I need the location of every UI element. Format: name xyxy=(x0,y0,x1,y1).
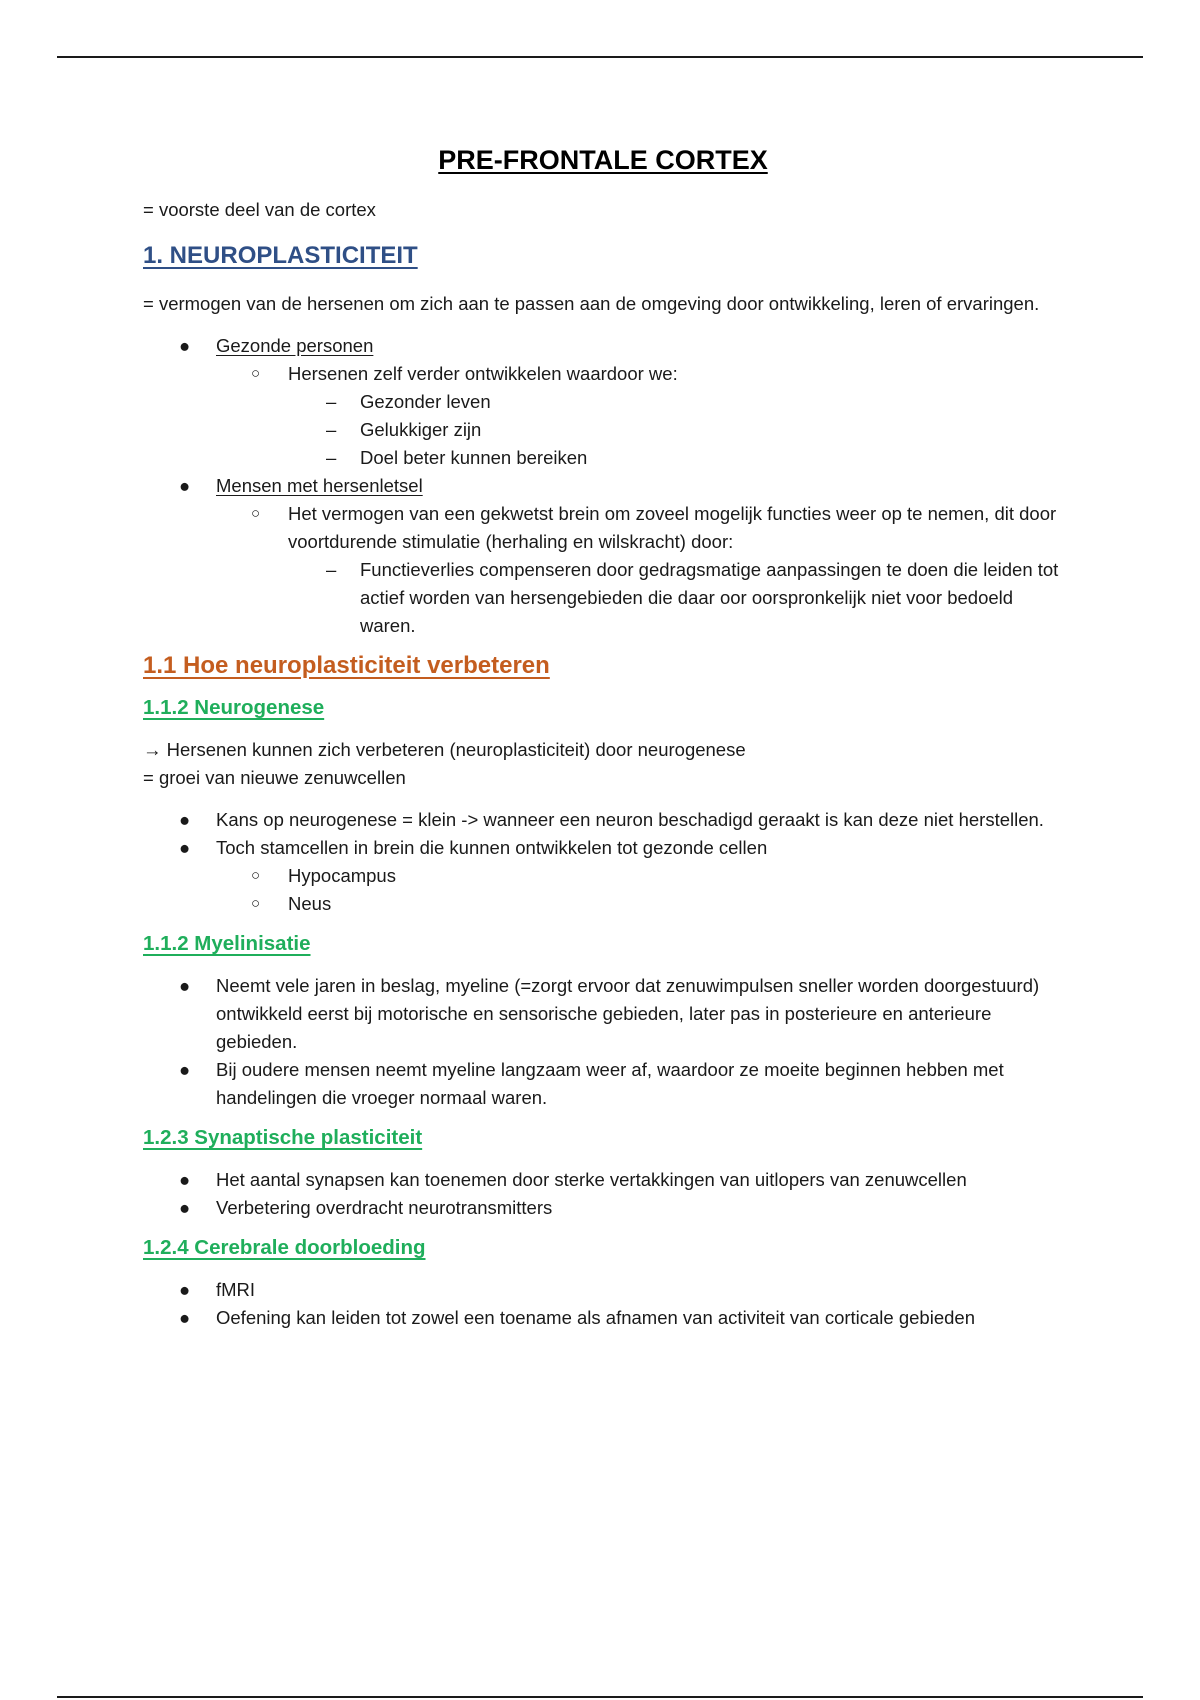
list-item: – Gezonder leven xyxy=(143,388,1063,416)
bullet-icon: ● xyxy=(179,1279,191,1300)
list-item: ○ Hypocampus xyxy=(143,862,1063,890)
dash-bullet-icon: – xyxy=(326,391,337,412)
list-item: – Gelukkiger zijn xyxy=(143,416,1063,444)
neuroplasticiteit-list xyxy=(143,332,1063,640)
subsection-heading-neurogenese: 1.1.2 Neurogenese xyxy=(143,696,325,719)
bullet-icon: ● xyxy=(179,975,191,996)
bullet-icon: ● xyxy=(179,809,191,830)
list-item: ○ Het vermogen van een gekwetst brein om zoveel mogelijk functies weer op te nemen, dit door voortdurende stimulatie (herhaling en wilskracht) door: xyxy=(143,500,1063,556)
list-item: ● Kans op neurogenese = klein -> wanneer een neuron beschadigd geraakt is kan deze niet herstellen. xyxy=(143,806,1063,834)
synaptisch-list xyxy=(143,1166,1063,1222)
list-item: ● Verbetering overdracht neurotransmitters xyxy=(143,1194,1063,1222)
section-heading-neuroplasticiteit: 1. NEUROPLASTICITEIT xyxy=(143,242,418,269)
circle-bullet-icon: ○ xyxy=(251,895,261,912)
bullet-icon: ● xyxy=(179,837,191,858)
list-item: ● Toch stamcellen in brein die kunnen ontwikkelen tot gezonde cellen xyxy=(143,834,1063,862)
header-rule xyxy=(57,56,1143,58)
document-body xyxy=(143,145,1063,1332)
footer-rule xyxy=(57,1696,1143,1698)
circle-bullet-icon: ○ xyxy=(251,505,261,522)
section-heading-verbeteren: 1.1 Hoe neuroplasticiteit verbeteren xyxy=(143,652,550,679)
list-item: ● Mensen met hersenletsel xyxy=(143,472,1063,500)
page-title: PRE-FRONTALE CORTEX xyxy=(438,145,768,175)
intro-text: = voorste deel van de cortex xyxy=(143,199,376,220)
dash-bullet-icon: – xyxy=(326,447,337,468)
bullet-icon: ● xyxy=(179,1197,191,1218)
bullet-icon: ● xyxy=(179,1169,191,1190)
subsection-heading-myelinisatie: 1.1.2 Myelinisatie xyxy=(143,932,311,955)
bullet-icon: ● xyxy=(179,475,191,496)
circle-bullet-icon: ○ xyxy=(251,867,261,884)
neurogenese-list xyxy=(143,806,1063,918)
dash-bullet-icon: – xyxy=(326,559,337,580)
neurogenese-definition: = groei van nieuwe zenuwcellen xyxy=(143,767,406,788)
list-item: ● Gezonde personen xyxy=(143,332,1063,360)
list-item: ○ Neus xyxy=(143,890,1063,918)
cerebraal-list xyxy=(143,1276,1063,1332)
neuroplasticiteit-definition: = vermogen van de hersenen om zich aan te passen aan de omgeving door ontwikkeling, leren of ervaringen. xyxy=(143,293,1040,314)
list-item: ● Bij oudere mensen neemt myeline langzaam weer af, waardoor ze moeite beginnen hebben met handelingen die vroeger normaal waren. xyxy=(143,1056,1063,1112)
list-item: ● Het aantal synapsen kan toenemen door sterke vertakkingen van uitlopers van zenuwcellen xyxy=(143,1166,1063,1194)
bullet-icon: ● xyxy=(179,1059,191,1080)
neurogenese-line: → Hersenen kunnen zich verbeteren (neuroplasticiteit) door neurogenese xyxy=(143,739,746,760)
bullet-icon: ● xyxy=(179,335,191,356)
list-item: ● Neemt vele jaren in beslag, myeline (=zorgt ervoor dat zenuwimpulsen sneller worden doorgestuurd) ontwikkeld eerst bij motorische en sensorische gebieden, later pas in posterieure en anterieure gebieden. xyxy=(143,972,1063,1056)
list-item: – Functieverlies compenseren door gedragsmatige aanpassingen te doen die leiden tot actief worden van hersengebieden die daar oor oorspronkelijk niet voor bedoeld waren. xyxy=(143,556,1063,640)
myelinisatie-list xyxy=(143,972,1063,1112)
list-item: ○ Hersenen zelf verder ontwikkelen waardoor we: xyxy=(143,360,1063,388)
dash-bullet-icon: – xyxy=(326,419,337,440)
list-item: ● fMRI xyxy=(143,1276,1063,1304)
subsection-heading-cerebraal: 1.2.4 Cerebrale doorbloeding xyxy=(143,1236,426,1259)
circle-bullet-icon: ○ xyxy=(251,365,261,382)
subsection-heading-synaptisch: 1.2.3 Synaptische plasticiteit xyxy=(143,1126,423,1149)
list-item: – Doel beter kunnen bereiken xyxy=(143,444,1063,472)
list-item: ● Oefening kan leiden tot zowel een toename als afnamen van activiteit van corticale gebieden xyxy=(143,1304,1063,1332)
bullet-icon: ● xyxy=(179,1307,191,1328)
